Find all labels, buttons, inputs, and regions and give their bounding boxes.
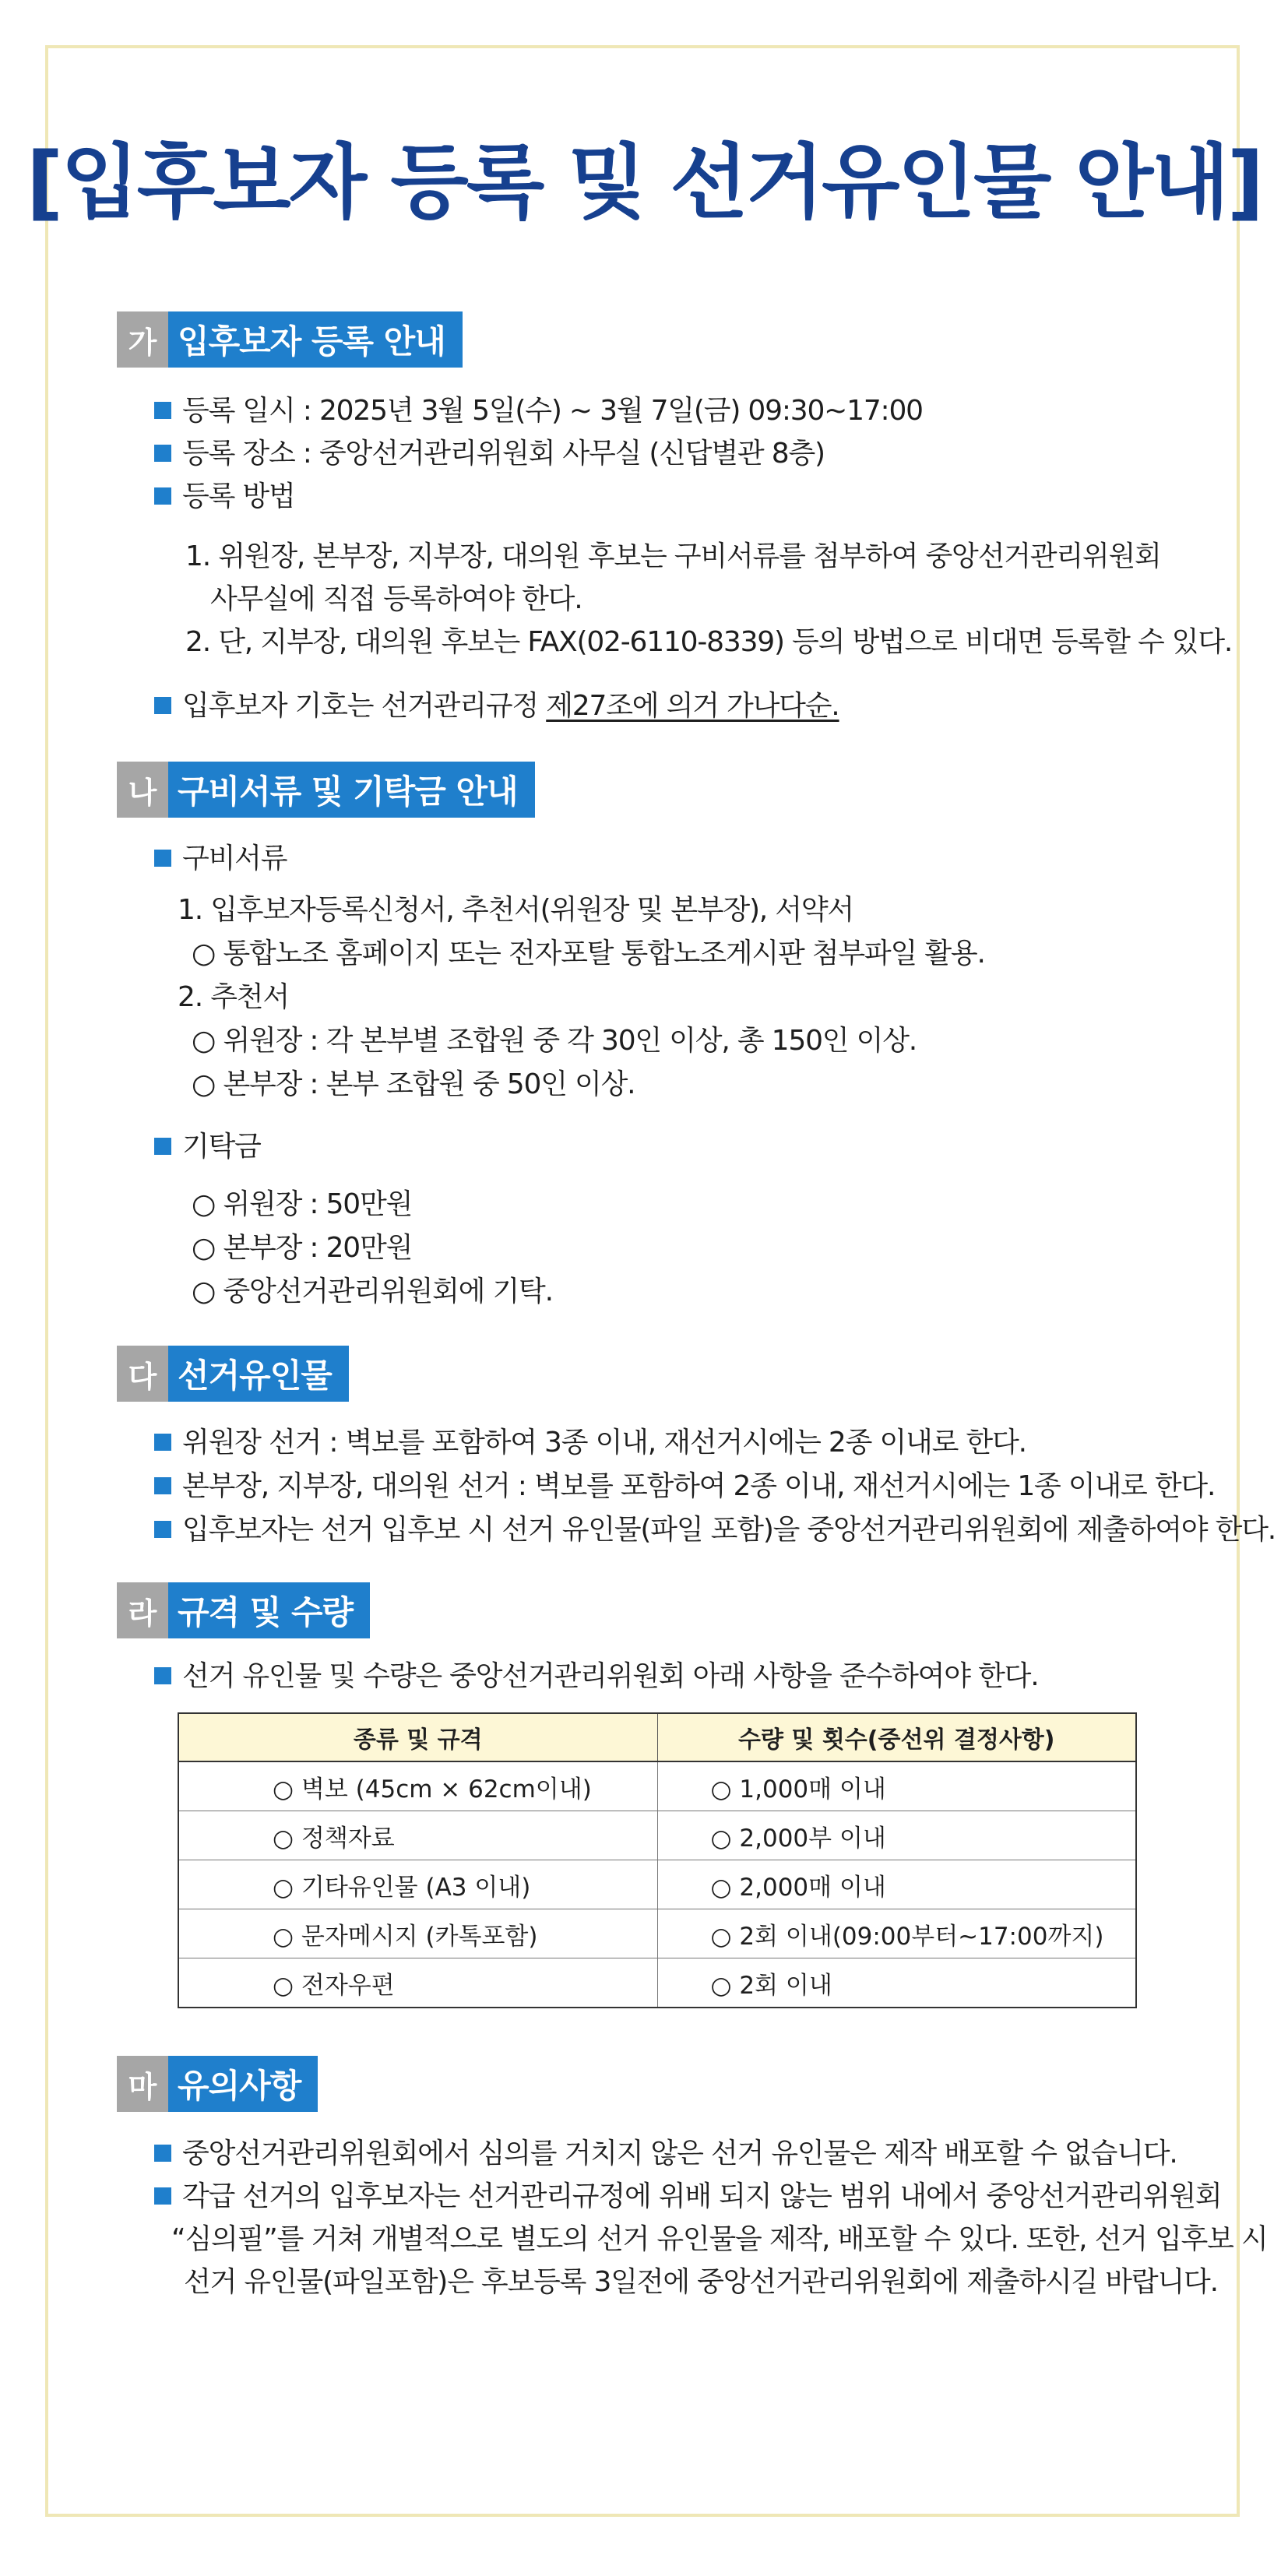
deposit-item-1: ○ 위원장 : 50만원 xyxy=(192,1188,413,1220)
notes-line-2: 각급 선거의 입후보자는 선거관리규정에 위배 되지 않는 범위 내에서 중앙선거관리위원회 xyxy=(154,2179,1222,2215)
bullet-square-icon xyxy=(154,2187,171,2205)
documents-item-1-sub: ○ 통합노조 홈페이지 또는 전자포탈 통합노조게시판 첨부파일 활용. xyxy=(192,938,985,970)
section-tag: 마 xyxy=(117,2056,168,2112)
section-heading: 선거유인물 xyxy=(168,1346,349,1402)
registration-method: 등록 방법 xyxy=(154,479,295,515)
deposit-item-2: ○ 본부장 : 20만원 xyxy=(192,1232,413,1264)
table-cell: ○ 기타유인물 (A3 이내) xyxy=(178,1860,657,1909)
section-heading: 구비서류 및 기탁금 안내 xyxy=(168,762,535,818)
section-header-registration xyxy=(117,311,463,368)
section-heading: 규격 및 수량 xyxy=(168,1582,370,1638)
notes-line-2-cont-1: “심의필”를 거쳐 개별적으로 별도의 선거 유인물을 제작, 배포할 수 있다. 또한, 선거 입후보 시 xyxy=(171,2223,1268,2255)
registration-place: 등록 장소 : 중앙선거관리위원회 사무실 (신답별관 8층) xyxy=(154,436,825,472)
table-row xyxy=(178,1761,1136,1811)
bullet-square-icon xyxy=(154,1138,171,1155)
table-row xyxy=(178,1811,1136,1860)
notes-line-1: 중앙선거관리위원회에서 심의를 거치지 않은 선거 유인물은 제작 배포할 수 없습니다. xyxy=(154,2136,1177,2172)
bullet-square-icon xyxy=(154,697,171,714)
bullet-square-icon xyxy=(154,487,171,505)
documents-item-2-sub-1: ○ 위원장 : 각 본부별 조합원 중 각 30인 이상, 총 150인 이상. xyxy=(192,1025,917,1057)
table-row xyxy=(178,1909,1136,1958)
section-header-documents xyxy=(117,762,535,818)
bullet-square-icon xyxy=(154,1521,171,1538)
section-header-materials xyxy=(117,1346,349,1402)
method-item-1-cont: 사무실에 직접 등록하여야 한다. xyxy=(210,583,582,615)
table-cell: ○ 2회 이내(09:00부터~17:00까지) xyxy=(657,1909,1136,1958)
table-header-row xyxy=(178,1713,1136,1761)
page-title: [입후보자 등록 및 선거유인물 안내] xyxy=(26,135,1262,230)
documents-item-1: 1. 입후보자등록신청서, 추천서(위원장 및 본부장), 서약서 xyxy=(178,894,854,926)
section-tag: 라 xyxy=(117,1582,168,1638)
bullet-square-icon xyxy=(154,1434,171,1451)
section-header-notes xyxy=(117,2056,318,2112)
documents-item-2: 2. 추천서 xyxy=(178,981,289,1013)
bullet-square-icon xyxy=(154,1667,171,1684)
section-heading: 입후보자 등록 안내 xyxy=(168,311,463,368)
table-cell: ○ 전자우편 xyxy=(178,1958,657,2008)
table-cell: ○ 1,000매 이내 xyxy=(657,1761,1136,1811)
bullet-square-icon xyxy=(154,850,171,867)
symbol-rule: 입후보자 기호는 선거관리규정 제27조에 의거 가나다순. xyxy=(154,688,839,724)
bullet-square-icon xyxy=(154,2145,171,2162)
symbol-rule-underlined: 제27조에 의거 가나다순. xyxy=(546,690,839,722)
table-header-cell: 종류 및 규격 xyxy=(178,1713,657,1761)
documents-item-2-sub-2: ○ 본부장 : 본부 조합원 중 50인 이상. xyxy=(192,1068,635,1100)
section-tag: 나 xyxy=(117,762,168,818)
section-header-spec xyxy=(117,1582,370,1638)
documents-label: 구비서류 xyxy=(154,841,287,877)
table-header-cell: 수량 및 횟수(중선위 결정사항) xyxy=(657,1713,1136,1761)
method-item-2: 2. 단, 지부장, 대의원 후보는 FAX(02-6110-8339) 등의 방법으로 비대면 등록할 수 있다. xyxy=(185,626,1233,658)
spec-table xyxy=(178,1712,1137,2008)
table-row xyxy=(178,1860,1136,1909)
bullet-square-icon xyxy=(154,1477,171,1494)
method-item-1: 1. 위원장, 본부장, 지부장, 대의원 후보는 구비서류를 첨부하여 중앙선거관리위원회 xyxy=(185,540,1161,572)
section-tag: 다 xyxy=(117,1346,168,1402)
registration-date: 등록 일시 : 2025년 3월 5일(수) ~ 3월 7일(금) 09:30~17:00 xyxy=(154,393,923,429)
bullet-square-icon xyxy=(154,445,171,462)
notes-line-2-cont-2: 선거 유인물(파일포함)은 후보등록 3일전에 중앙선거관리위원회에 제출하시길 바랍니다. xyxy=(184,2266,1218,2298)
deposit-item-3: ○ 중앙선거관리위원회에 기탁. xyxy=(192,1276,553,1307)
table-cell: ○ 2회 이내 xyxy=(657,1958,1136,2008)
table-cell: ○ 문자메시지 (카톡포함) xyxy=(178,1909,657,1958)
materials-line-3: 입후보자는 선거 입후보 시 선거 유인물(파일 포함)을 중앙선거관리위원회에 제출하여야 한다. xyxy=(154,1512,1276,1548)
table-cell: ○ 2,000부 이내 xyxy=(657,1811,1136,1860)
bullet-square-icon xyxy=(154,402,171,419)
materials-line-2: 본부장, 지부장, 대의원 선거 : 벽보를 포함하여 2종 이내, 재선거시에는 1종 이내로 한다. xyxy=(154,1469,1215,1504)
materials-line-1: 위원장 선거 : 벽보를 포함하여 3종 이내, 재선거시에는 2종 이내로 한다. xyxy=(154,1425,1026,1461)
section-heading: 유의사항 xyxy=(168,2056,318,2112)
table-cell: ○ 정책자료 xyxy=(178,1811,657,1860)
section-tag: 가 xyxy=(117,311,168,368)
deposit-label: 기탁금 xyxy=(154,1129,261,1165)
spec-intro: 선거 유인물 및 수량은 중앙선거관리위원회 아래 사항을 준수하여야 한다. xyxy=(154,1659,1038,1694)
table-cell: ○ 벽보 (45cm × 62cm이내) xyxy=(178,1761,657,1811)
table-row xyxy=(178,1958,1136,2008)
table-cell: ○ 2,000매 이내 xyxy=(657,1860,1136,1909)
